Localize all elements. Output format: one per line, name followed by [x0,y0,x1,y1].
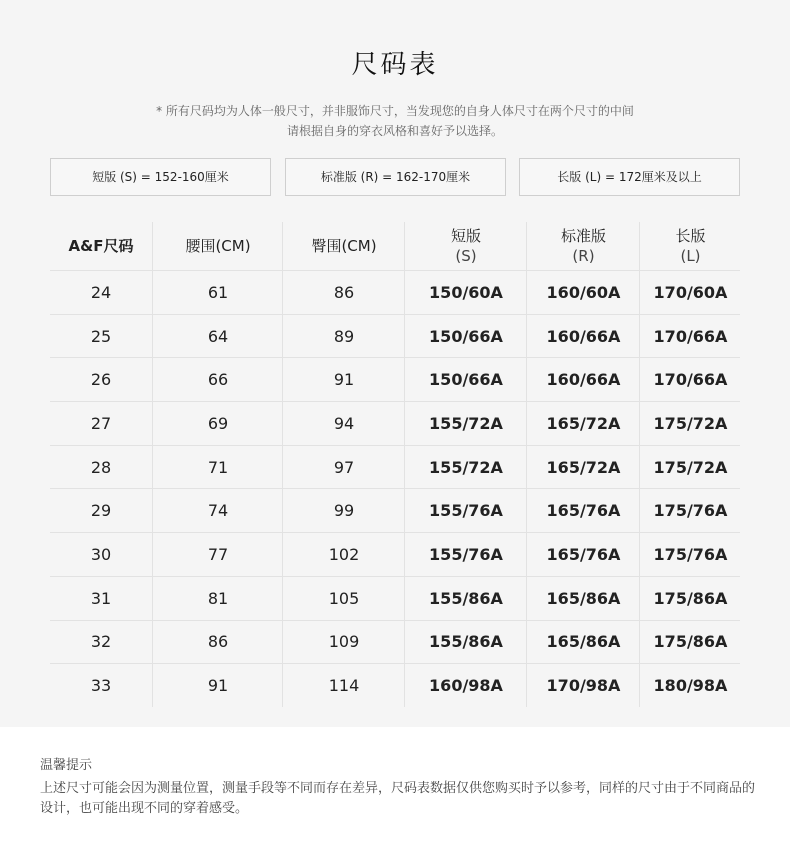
cell-hip: 105 [282,577,405,620]
cell-long: 175/86A [639,577,741,620]
size-note-line-2: 请根据自身的穿衣风格和喜好予以选择。 [286,124,503,138]
page-title: 尺码表 [351,50,439,80]
cell-size: 28 [90,457,112,477]
cell-waist: 91 [152,664,283,707]
table-row [50,357,740,401]
header-regular [526,222,640,270]
cell-short: 150/66A [404,315,527,358]
cell-short: 155/76A [404,489,527,532]
cell-hip: 99 [282,489,405,532]
cell-regular: 160/66A [526,358,640,401]
cell-regular: 165/86A [526,577,640,620]
cell-size: 24 [90,282,112,302]
size-table [50,222,740,707]
cell-waist: 71 [152,446,283,489]
variant-short: 短版 (S) = 152-160厘米 [50,158,271,196]
cell-size: 25 [90,326,112,346]
cell-short: 155/72A [404,402,527,445]
cell-regular: 165/76A [526,533,640,576]
cell-size: 30 [90,544,112,564]
header-regular-label: 标准版 [560,227,606,245]
cell-waist: 74 [152,489,283,532]
cell-hip: 102 [282,533,405,576]
cell-long: 175/76A [639,489,741,532]
cell-waist: 77 [152,533,283,576]
variant-long: 长版 (L) = 172厘米及以上 [519,158,740,196]
table-row [50,401,740,445]
cell-long: 170/60A [639,271,741,314]
cell-short: 160/98A [404,664,527,707]
cell-regular: 165/86A [526,621,640,664]
table-row [50,576,740,620]
table-row [50,620,740,664]
cell-long: 180/98A [639,664,741,707]
cell-regular: 170/98A [526,664,640,707]
table-body [50,270,740,707]
cell-hip: 109 [282,621,405,664]
size-note [0,101,790,141]
cell-hip: 91 [282,358,405,401]
variant-regular: 标准版 (R) = 162-170厘米 [285,158,506,196]
cell-size: 33 [90,676,112,696]
cell-waist: 81 [152,577,283,620]
header-short [404,222,527,270]
cell-size: 31 [90,588,112,608]
header-long-sub: (L) [680,247,701,265]
cell-waist: 61 [152,271,283,314]
cell-regular: 165/72A [526,446,640,489]
cell-hip: 97 [282,446,405,489]
table-row [50,488,740,532]
cell-regular: 165/72A [526,402,640,445]
cell-short: 155/76A [404,533,527,576]
header-short-label: 短版 [450,227,481,245]
cell-short: 150/60A [404,271,527,314]
cell-waist: 66 [152,358,283,401]
cell-hip: 86 [282,271,405,314]
cell-long: 175/72A [639,446,741,489]
header-hip: 臀围(CM) [282,222,405,270]
header-long-label: 长版 [675,227,706,245]
tips-body: 上述尺寸可能会因为测量位置，测量手段等不同而存在差异，尺码表数据仅供您购买时予以参考，同样的尺寸由于不同商品的设计，也可能出现不同的穿着感受。 [40,781,756,816]
header-regular-sub: (R) [572,247,595,265]
cell-long: 175/72A [639,402,741,445]
cell-waist: 86 [152,621,283,664]
length-variants [50,158,740,196]
header-size: A&F尺码 [68,237,134,255]
size-note-line-1: * 所有尺码均为人体一般尺寸，并非服饰尺寸，当发现您的自身人体尺寸在两个尺寸的中间 [156,104,634,118]
cell-long: 170/66A [639,315,741,358]
cell-regular: 160/66A [526,315,640,358]
table-row [50,270,740,314]
header-waist: 腰围(CM) [152,222,283,270]
cell-short: 150/66A [404,358,527,401]
table-row [50,445,740,489]
cell-size: 26 [90,370,112,390]
cell-regular: 165/76A [526,489,640,532]
cell-size: 29 [90,501,112,521]
cell-size: 27 [90,413,112,433]
cell-size: 32 [90,632,112,652]
cell-hip: 89 [282,315,405,358]
header-long [639,222,741,270]
table-row [50,663,740,707]
table-header-row [50,222,740,270]
cell-waist: 69 [152,402,283,445]
cell-short: 155/86A [404,621,527,664]
header-short-sub: (S) [455,247,477,265]
cell-short: 155/86A [404,577,527,620]
tips-title: 温馨提示 [40,758,93,773]
table-row [50,532,740,576]
cell-short: 155/72A [404,446,527,489]
cell-hip: 114 [282,664,405,707]
cell-long: 175/86A [639,621,741,664]
cell-long: 175/76A [639,533,741,576]
table-row [50,314,740,358]
cell-long: 170/66A [639,358,741,401]
cell-waist: 64 [152,315,283,358]
cell-hip: 94 [282,402,405,445]
cell-regular: 160/60A [526,271,640,314]
